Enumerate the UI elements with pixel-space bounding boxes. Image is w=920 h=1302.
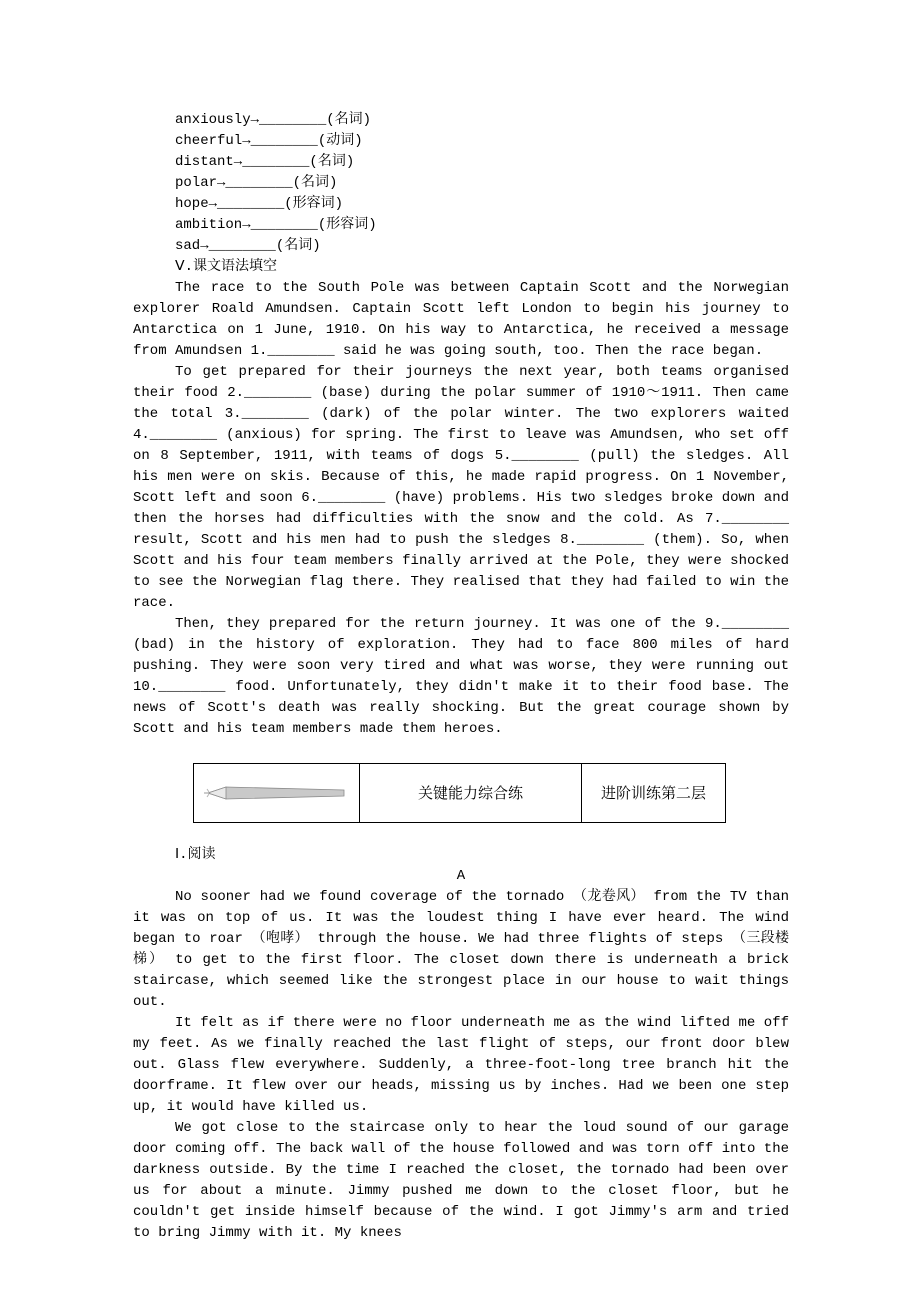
reading-paragraph-1: No sooner had we found coverage of the tornado （龙卷风） from the TV than it was on top of us. It was the loudest thing I have ever heard. The wind began to roar （咆哮） through the house. We had three flights of steps （三段楼梯） to get to the first floor. The closet down there is underneath a brick staircase, which seemed like the strongest place in our house to wait things out. (133, 889, 789, 1010)
word-item-cheerful: cheerful→________(动词) (175, 133, 363, 149)
word-item-polar: polar→________(名词) (175, 175, 338, 191)
passage-label-a: A (456, 868, 466, 884)
word-item-hope: hope→________(形容词) (175, 196, 344, 212)
word-item-sad: sad→________(名词) (175, 238, 321, 254)
word-transformation-list (133, 110, 789, 257)
banner-decoration-cell (194, 764, 360, 822)
word-item-anxiously: anxiously→________(名词) (175, 112, 372, 128)
reading-paragraph-3: We got close to the staircase only to hear the loud sound of our garage door coming off. The back wall of the house followed and was torn off into the darkness outside. By the time I reached the closet, the tornado had been over us for about a minute. Jimmy pushed me down to the closet floor, but he couldn't get inside himself because of the wind. I got Jimmy's arm and tried to bring Jimmy with it. My knees (133, 1120, 789, 1241)
grammar-paragraph-2: To get prepared for their journeys the next year, both teams organised their food 2.________ (base) during the polar summer of 1910～1911. Then came the total 3.________ (dark) of the polar winter. The two explorers waited 4.________ (anxious) for spring. The first to leave was Amundsen, who set off on 8 September, 1911, with teams of dogs 5.________ (pull) the sledges. All his men were on skis. Because of this, he made rapid progress. On 1 November, Scott left and soon 6.________ (have) problems. His two sledges broke down and then the horses had difficulties with the snow and the cold. As 7.________ result, Scott and his men had to push the sledges 8.________ (them). So, when Scott and his four team members finally arrived at the Pole, they were shocked to see the Norwegian flag there. They realised that they had failed to win the race. (133, 364, 789, 611)
banner-title: 关键能力综合练 (360, 764, 582, 822)
pencil-icon (204, 783, 349, 803)
word-item-distant: distant→________(名词) (175, 154, 355, 170)
reading-section-heading: Ⅰ.阅读 (175, 847, 216, 863)
reading-paragraph-2: It felt as if there were no floor underneath me as the wind lifted me off my feet. As we finally reached the last flight of steps, our front door blew out. Glass flew everywhere. Suddenly, a three-foot-long tree branch hit the doorframe. It flew over our heads, missing us by inches. Had we been one step up, it would have killed us. (133, 1015, 789, 1115)
training-banner (193, 763, 726, 823)
document-content (133, 110, 789, 1244)
grammar-section-heading: Ⅴ.课文语法填空 (175, 259, 277, 275)
grammar-paragraph-3: Then, they prepared for the return journey. It was one of the 9.________ (bad) in the history of exploration. They had to face 800 miles of hard pushing. They were soon very tired and what was worse, they were running out 10.________ food. Unfortunately, they didn't make it to their food base. The news of Scott's death was really shocking. But the great courage shown by Scott and his team members made them heroes. (133, 616, 789, 737)
banner-level-label: 进阶训练第二层 (600, 784, 706, 802)
word-item-ambition: ambition→________(形容词) (175, 217, 377, 233)
grammar-paragraph-1: The race to the South Pole was between Captain Scott and the Norwegian explorer Roald Amundsen. Captain Scott left London to begin his journey to Antarctica on 1 June, 1910. On his way to Antarctica, he received a message from Amundsen 1.________ said he was going south, too. Then the race began. (133, 280, 789, 359)
